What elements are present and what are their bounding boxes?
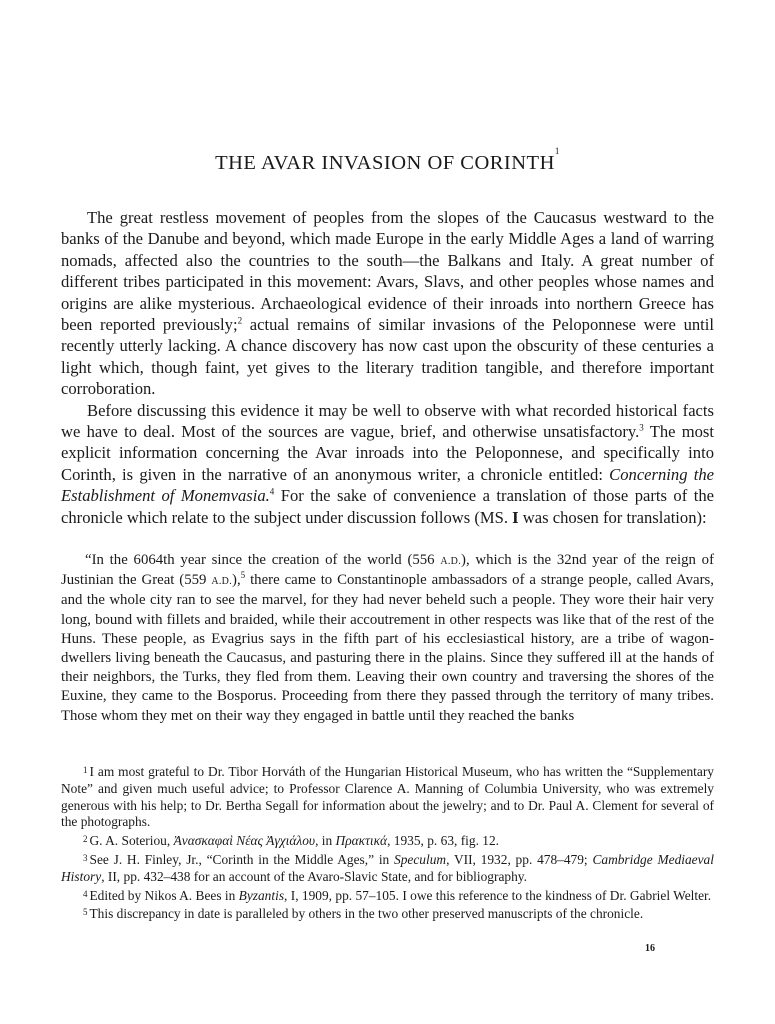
text-run: The great restless movement of peoples from the slopes of the Caucasus westward to the banks of the Danube and beyond, which made Europe in the early Middle Ages a land of warring nomads, affected also the countries to the south—the Balkans and Italy. A great number of different tribes participated in this movement: Avars, Slavs, and other peoples whose names and origins are alike mysterious. Archaeological evidence of their inroads into northern Greece has been reported previously; bbox=[61, 208, 714, 335]
footnote-number: 4 bbox=[83, 888, 88, 899]
footnote-ref-1: 1 bbox=[554, 146, 560, 156]
paragraph-2 bbox=[61, 400, 714, 528]
footnote-4 bbox=[61, 886, 714, 905]
text-run: ), which is the 32nd year of the reign of Justinian the Great (559 bbox=[61, 552, 715, 589]
footnote-number: 1 bbox=[83, 765, 88, 775]
quote-paragraph bbox=[61, 551, 714, 726]
paragraph-1 bbox=[61, 207, 714, 400]
chronicle-title: Concerning the Establishment of Monemvasia. bbox=[61, 464, 714, 506]
era-abbr: A.D. bbox=[211, 576, 233, 588]
footnote-3 bbox=[61, 850, 714, 886]
footnote-ref-2: 2 bbox=[237, 315, 243, 326]
footnote-italic: Cambridge Mediaeval History bbox=[61, 851, 714, 884]
footnote-1 bbox=[61, 762, 714, 831]
footnote-italic: Ἀνασκαφαὶ Νέας Ἀγχιάλου bbox=[173, 833, 316, 849]
text-run: Before discussing this evidence it may be well to observe with what recorded historical facts we have to deal. Most of the sources are vague, brief, and otherwise unsatisfactory. bbox=[61, 400, 714, 442]
footnote-5 bbox=[61, 904, 714, 923]
footnote-italic: Speculum bbox=[394, 851, 447, 867]
footnote-text: , II, pp. 432–438 for an account of the Avaro-Slavic State, and for bibliography. bbox=[101, 868, 527, 884]
footnote-number: 2 bbox=[83, 834, 88, 845]
footnote-text: I am most grateful to Dr. Tibor Horváth of the Hungarian Historical Museum, who has written the “Supplementary Note” and given much useful advice; to Professor Clarence A. Manning of Columbia University, who was extremely generous with his help; to Dr. Bertha Segall for information about the jewelry; and to Dr. Paul A. Clement for several of the photographs. bbox=[61, 764, 714, 830]
footnote-number: 3 bbox=[83, 852, 88, 863]
footnote-text: , I, 1909, pp. 57–105. I owe this reference to the kindness of Dr. Gabriel Welter. bbox=[284, 887, 712, 903]
text-run: was chosen for translation): bbox=[518, 507, 707, 527]
footnote-text: This discrepancy in date is paralleled by others in the two other preserved manuscripts of the chronicle. bbox=[89, 906, 644, 922]
text-run: The most explicit information concerning the Avar inroads into the Peloponnese, and specifically into Corinth, is given in the narrative of an anonymous writer, a chronicle entitled: bbox=[61, 422, 714, 484]
text-run: “In the 6064th year since the creation of the world (556 bbox=[85, 552, 441, 568]
footnote-ref-5: 5 bbox=[240, 570, 246, 581]
text-run: there came to Constantinople ambassadors of a strange people, called Avars, and the whole city ran to see the marvel, for they had never beheld such a people. They wore their hair very long, bound with fillets and braided, while their accoutrement in other respects was like that of the rest of the Huns. These people, as Evagrius says in the fifth part of his ecclesiastical history, are a tribe of wagon-dwellers living beneath the Caucasus, and pasturing there in the plains. Since they suffered ill at the hands of their neighbors, the Turks, they fled from them. Leaving their own country and traversing the shores of the Euxine, they came to the Bosporus. Proceeding from there they passed through the territory of many tribes. Those whom they met on their way they engaged in battle until they reached the banks bbox=[61, 572, 714, 724]
text-run: actual remains of similar invasions of the Peloponnese were until recently utterly lacking. A chance discovery has now cast upon the obscurity of these centuries a light which, though faint, yet gives to the literary tradition tangible, and therefore important corroboration. bbox=[61, 315, 714, 399]
footnote-number: 5 bbox=[83, 907, 88, 918]
era-abbr: A.D. bbox=[440, 556, 462, 567]
footnote-text: Edited by Nikos A. Bees in bbox=[89, 887, 239, 903]
article-title bbox=[0, 146, 775, 175]
footnote-text: , in bbox=[315, 833, 336, 849]
footnote-text: See J. H. Finley, Jr., “Corinth in the Middle Ages,” in bbox=[89, 851, 395, 867]
main-text bbox=[61, 207, 714, 528]
manuscript-id: I bbox=[512, 507, 519, 527]
text-run: ), bbox=[232, 572, 241, 589]
footnote-text: , VII, 1932, pp. 478–479; bbox=[446, 851, 593, 867]
footnote-ref-3: 3 bbox=[639, 422, 644, 433]
title-text: THE AVAR INVASION OF CORINTH bbox=[215, 152, 555, 174]
footnotes bbox=[61, 762, 714, 923]
footnote-ref-4: 4 bbox=[269, 486, 275, 497]
footnote-italic: Byzantis bbox=[238, 887, 285, 903]
footnote-text: , 1935, p. 63, fig. 12. bbox=[387, 833, 500, 849]
chronicle-quote bbox=[61, 551, 714, 726]
footnote-2 bbox=[61, 831, 714, 850]
text-run: For the sake of convenience a translation of those parts of the chronicle which relate to the subject under discussion follows (MS. bbox=[61, 486, 714, 527]
page-number: 16 bbox=[645, 943, 655, 954]
footnote-text: G. A. Soteriou, bbox=[89, 833, 174, 849]
footnote-italic: Πρακτικά bbox=[335, 833, 388, 849]
